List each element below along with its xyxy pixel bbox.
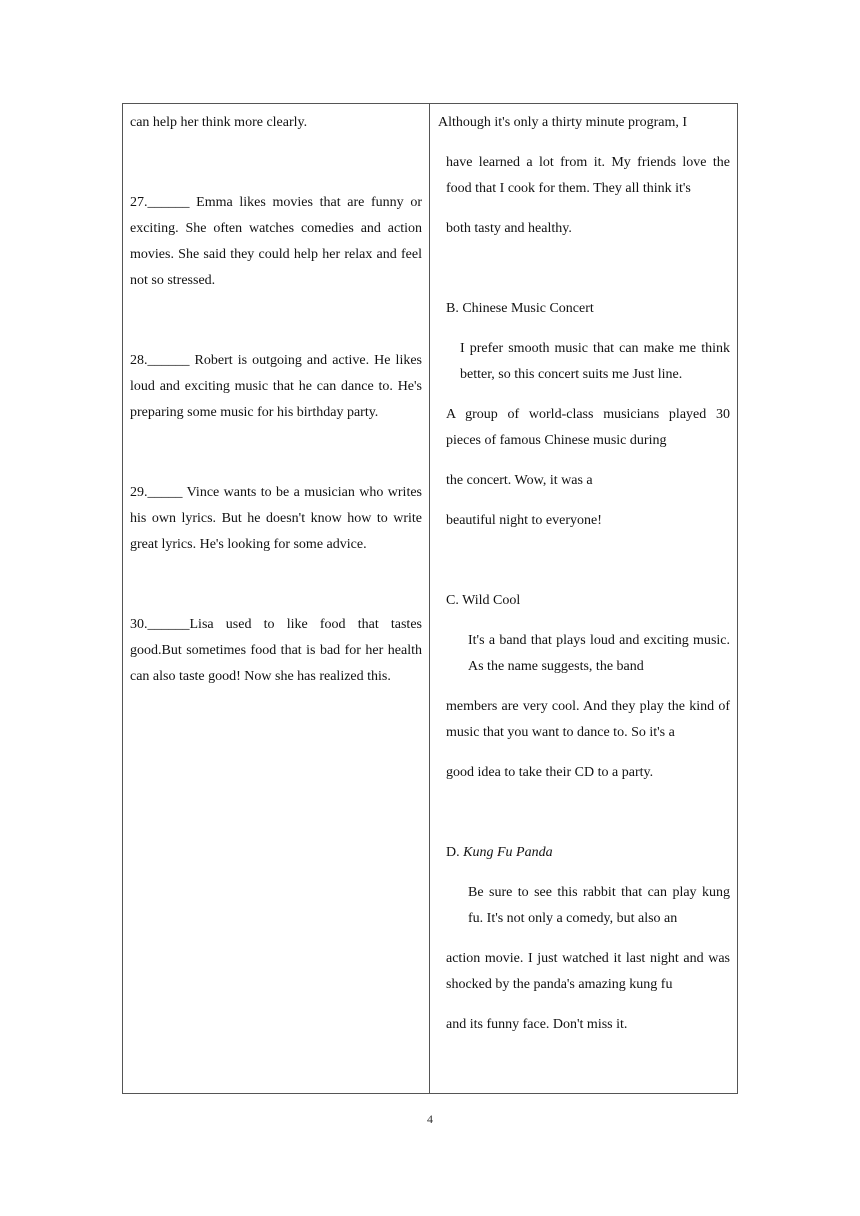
passage-b-title: B. Chinese Music Concert bbox=[446, 301, 594, 316]
passage-d-line-1: Be sure to see this rabbit that can play kung fu. It's not only a comedy, but also an bbox=[468, 885, 730, 926]
passage-a-line-2: have learned a lot from it. My friends love the food that I cook for them. They all think it's bbox=[446, 155, 730, 196]
passage-b-line-2: A group of world-class musicians played 30 pieces of famous Chinese music during bbox=[446, 407, 730, 448]
passages-column bbox=[438, 110, 730, 1038]
passage-a-line-1: Although it's only a thirty minute program, I bbox=[438, 115, 688, 130]
passage-b-line-3: the concert. Wow, it was a bbox=[446, 473, 593, 488]
passage-d-line-2: action movie. I just watched it last night and was shocked by the panda's amazing kung fu bbox=[446, 951, 730, 992]
passage-d-title: Kung Fu Panda bbox=[463, 845, 553, 860]
page-number: 4 bbox=[427, 1112, 433, 1126]
passage-d-title-line bbox=[438, 840, 730, 866]
passage-d-line-3: and its funny face. Don't miss it. bbox=[446, 1017, 628, 1032]
passage-a-line-3: both tasty and healthy. bbox=[446, 221, 572, 236]
passage-d-label: D. bbox=[446, 845, 460, 860]
questions-column bbox=[130, 110, 422, 690]
passage-c-line-1: It's a band that plays loud and exciting music. As the name suggests, the band bbox=[468, 633, 730, 674]
question-29: 29._____ Vince wants to be a musician who writes his own lyrics. But he doesn't know how to write great lyrics. He's looking for some advice. bbox=[130, 485, 422, 552]
passage-c-line-2: members are very cool. And they play the kind of music that you want to dance to. So it's a bbox=[446, 699, 730, 740]
column-divider bbox=[429, 103, 430, 1094]
question-26-continuation: can help her think more clearly. bbox=[130, 115, 308, 130]
passage-c-title: C. Wild Cool bbox=[446, 593, 521, 608]
passage-c-line-3: good idea to take their CD to a party. bbox=[446, 765, 654, 780]
question-30: 30.______Lisa used to like food that tastes good.But sometimes food that is bad for her health can also taste good! Now she has realized this. bbox=[130, 617, 422, 684]
passage-b-line-1: I prefer smooth music that can make me think better, so this concert suits me Just line. bbox=[460, 341, 730, 382]
passage-b-line-4: beautiful night to everyone! bbox=[446, 513, 602, 528]
question-27: 27.______ Emma likes movies that are funny or exciting. She often watches comedies and action movies. She said they could help her relax and feel not so stressed. bbox=[130, 195, 422, 288]
question-28: 28.______ Robert is outgoing and active. He likes loud and exciting music that he can dance to. He's preparing some music for his birthday party. bbox=[130, 353, 422, 420]
